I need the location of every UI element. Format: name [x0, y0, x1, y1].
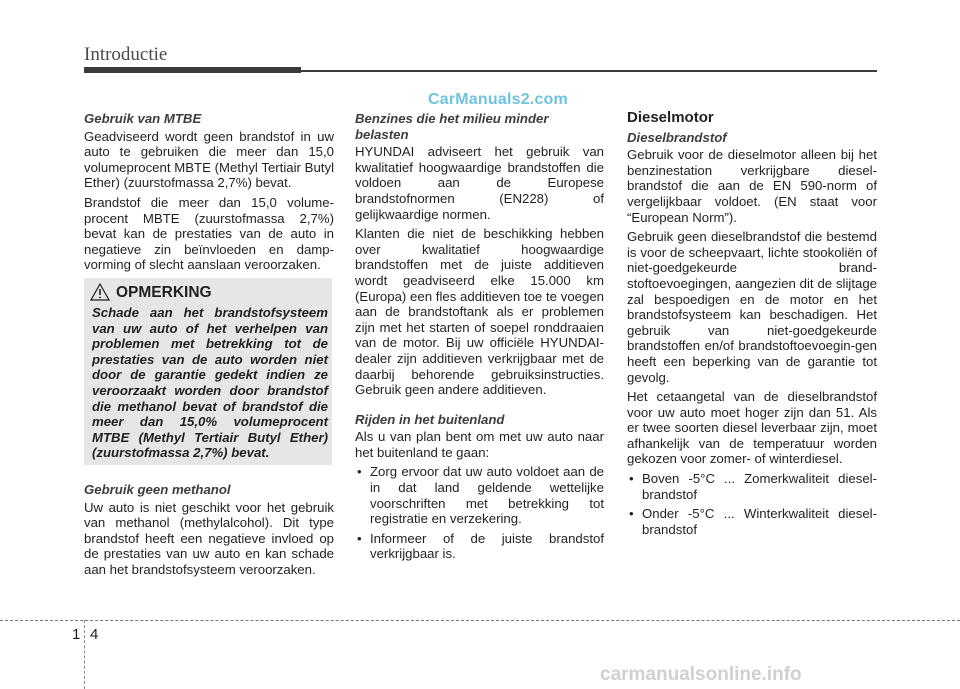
footer-divider [84, 620, 85, 689]
header-bar [84, 67, 301, 73]
section-title-diesel-fuel: Dieselbrandstof [627, 129, 727, 145]
paragraph: Gebruik geen dieselbrandstof die bestemd is voor de scheepvaart, lichte stookoliën of niet-goedgekeurde brand-stoftoevoegingen, aangezien dit de slijtage zal bespoedigen en de motor en het brandstofsysteem kan beschadigen. Het gebruik van niet-goedgekeurde brandstoffen en/of brandstoftoevoegin-gen heeft een beperking van de garantie tot gevolg. [627, 229, 877, 385]
list-item: • Onder -5°C ... Winterkwaliteit diesel-brandstof [629, 506, 877, 537]
section-title-methanol: Gebruik geen methanol [84, 482, 231, 497]
paragraph: Uw auto is niet geschikt voor het gebruik van methanol (methylalcohol). Dit type brandstof heeft een negatieve invloed op de prestaties van uw auto en kan schade aan het brandstofsysteem veroorzaken. [84, 499, 334, 577]
paragraph: Klanten die niet de beschikking hebben over kwalitatief hoogwaardige brandstoffen met de juiste additieven wordt geadviseerd elke 15.000 km (Europa) een fles additieven toe te voegen aan de brandstoftank als er problemen zijn met het starten of soepel ronddraaien van de motor. Bij uw officiële HYUNDAI-dealer zijn additieven verkrijgbaar met de daarbij behorende gebruiksinstructies. Gebruik geen andere additieven. [355, 226, 604, 398]
note-title [116, 284, 212, 302]
paragraph: Het cetaangetal van de dieselbrandstof voor uw auto moet hoger zijn dan 51. Als er twee soorten diesel leverbaar zijn, moet afhankelijk van de temperatuur worden gekozen voor zomer- of winterdiesel. [627, 389, 877, 467]
list-item: • Zorg ervoor dat uw auto voldoet aan de in dat land geldende wettelijke voorschriften met betrekking tot registratie en verzekering. [357, 464, 604, 527]
paragraph: Brandstof die meer dan 15,0 volume-procent MBTE (zuurstofmassa 2,7%) bevat kan de prestaties van de auto in negatieve zin beïnvloeden en damp-vorming of slecht aanslaan veroorzaken. [84, 194, 334, 273]
column-1-lower [84, 482, 334, 582]
note-box [84, 278, 332, 465]
column-2 [355, 111, 604, 566]
section-title-abroad: Rijden in het buitenland [355, 411, 505, 427]
note-title-text: OPMERKING [116, 284, 212, 301]
column-1 [84, 111, 334, 277]
section-heading-diesel: Dieselmotor [627, 109, 714, 126]
paragraph: HYUNDAI adviseert het gebruik van kwalitatief hoogwaardige brandstoffen die voldoen aan de Europese brandstofnormen (EN228) of gelijkwaardige normen. [355, 144, 604, 222]
header-rule [301, 70, 877, 72]
column-3 [627, 110, 877, 541]
paragraph: Gebruik voor de dieselmotor alleen bij het benzinestation verkrijgbare diesel-brandstof die aan de EN 590-norm of vergelijkbaar voldoet. (EN staat voor “European Norm”). [627, 147, 877, 225]
list-item: • Informeer of de juiste brandstof verkrijgbaar is. [357, 530, 604, 562]
footer-rule [0, 620, 960, 621]
chapter-title: Introductie [84, 44, 168, 65]
bullet-list [355, 464, 604, 562]
page-number: 4 [90, 626, 99, 643]
watermark-bottom: carmanualsonline.info [600, 664, 802, 685]
warning-triangle-icon [90, 283, 110, 306]
paragraph: Als u van plan bent om met uw auto naar het buitenland te gaan: [355, 429, 604, 460]
section-title-environment: Benzines die het milieu minder belasten [355, 111, 549, 142]
bullet-list [627, 471, 877, 537]
list-item: • Boven -5°C ... Zomerkwaliteit diesel-brandstof [629, 471, 877, 502]
section-title-mtbe: Gebruik van MTBE [84, 111, 202, 126]
watermark-top: CarManuals2.com [428, 91, 568, 108]
note-body: Schade aan het brandstofsysteem van uw auto of het verhelpen van problemen met betrekking tot de prestaties van de auto worden niet door de garantie gedekt indien ze veroorzaakt worden door brandstof die methanol bevat of brandstof die meer dan 15,0% volumeprocent MTBE (Methyl Tertiair Butyl Ether) (zuurstofmassa 2,7%) bevat. [92, 305, 328, 461]
chapter-number: 1 [72, 626, 81, 643]
paragraph: Geadviseerd wordt geen brandstof in uw auto te gebruiken die meer dan 15,0 volumeprocent MBTE (Methyl Tertiair Butyl Ether) (zuurstofmassa 2,7%) bevat. [84, 128, 334, 191]
